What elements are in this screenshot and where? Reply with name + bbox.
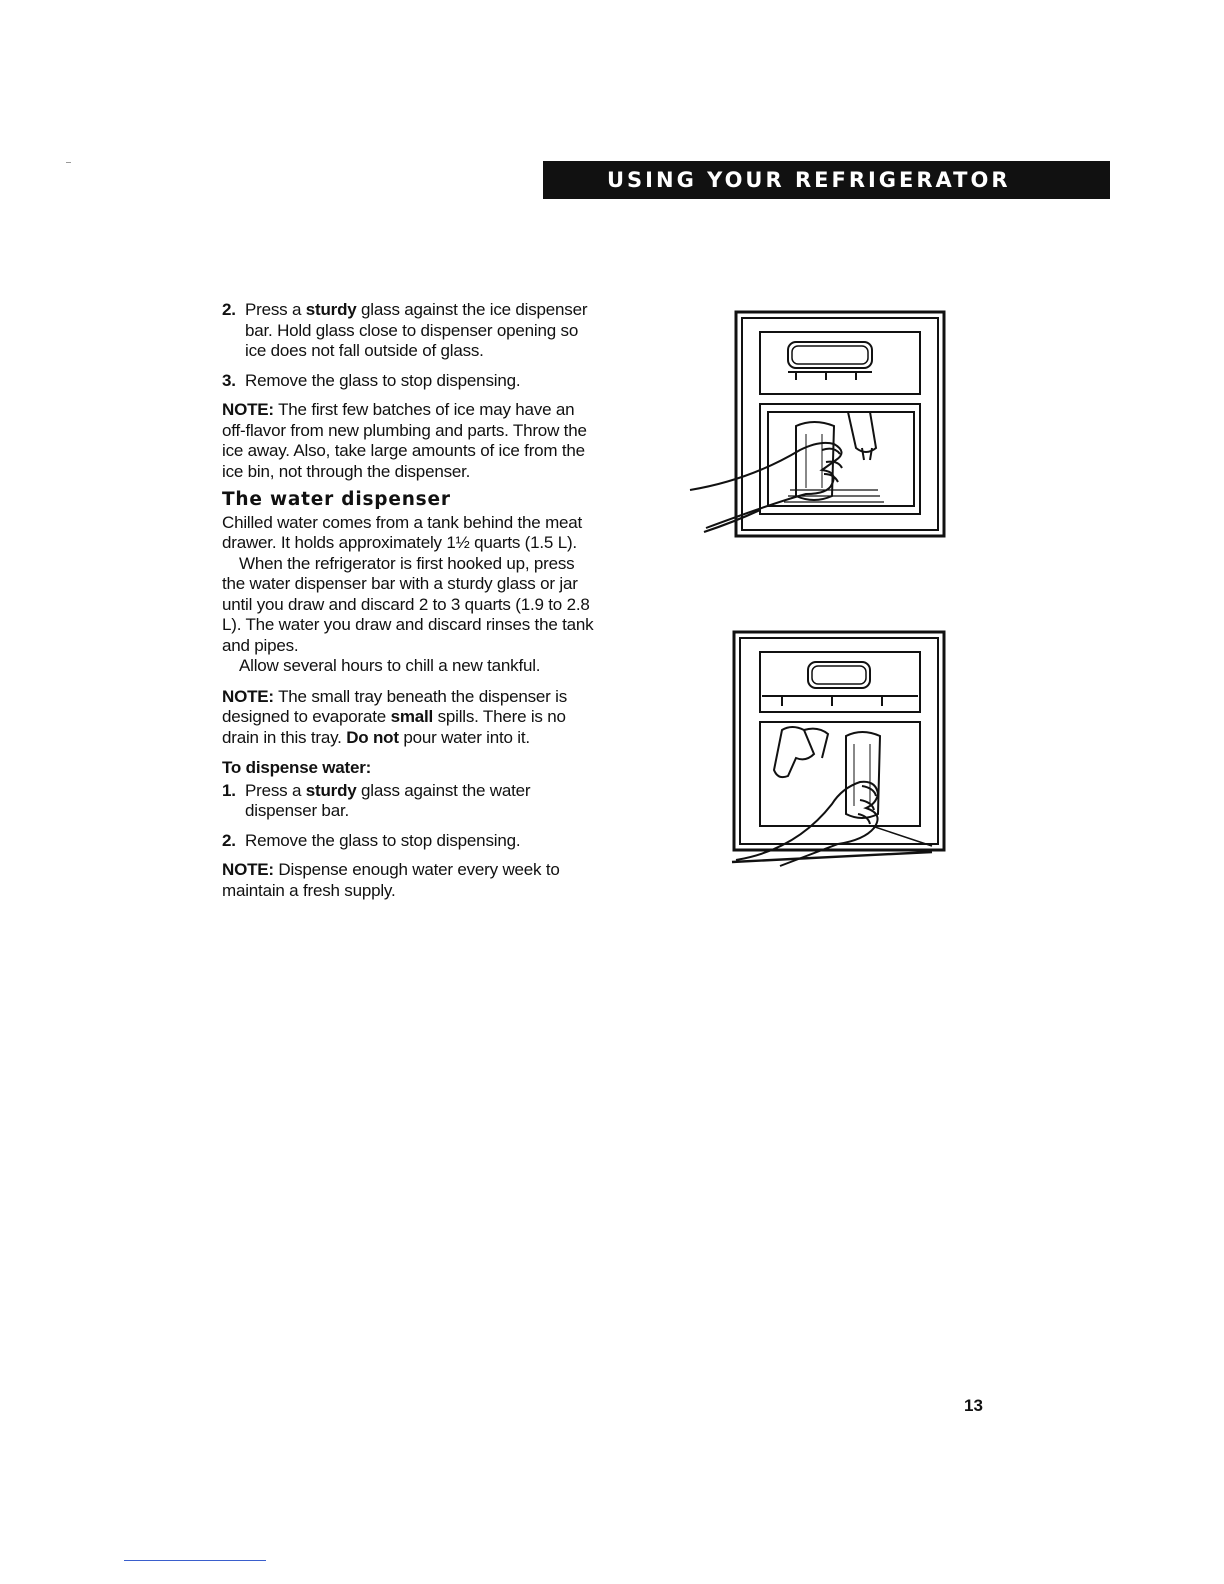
footer-rule	[124, 1560, 266, 1561]
note-tray: NOTE: The small tray beneath the dispenser is designed to evaporate small spills. There is no drain in this tray. Do not pour water into it.	[222, 686, 568, 747]
note-fresh-supply: NOTE: Dispense enough water every week to maintain a fresh supply.	[222, 860, 560, 900]
water-dispenser-illustration-icon	[722, 626, 952, 872]
water-para-3: Allow several hours to chill a new tankful.	[239, 656, 541, 675]
water-step-2: 2. Remove the glass to stop dispensing.	[222, 830, 521, 850]
water-dispenser-heading: The water dispenser	[222, 489, 451, 510]
section-header	[543, 161, 1110, 199]
water-para-1: Chilled water comes from a tank behind the meat drawer. It holds approximately 1½ quarts (1.5 L).	[222, 512, 583, 552]
ice-step-3: 3. Remove the glass to stop dispensing.	[222, 370, 521, 390]
step-number: 1.	[222, 780, 236, 800]
note-label: NOTE:	[222, 860, 274, 879]
scan-mark	[66, 162, 71, 163]
dispense-water-heading: To dispense water:	[222, 758, 372, 777]
water-para-2: When the refrigerator is first hooked up, press the water dispenser bar with a sturdy glass or jar until you draw and discard 2 to 3 quarts (1.9 to 2.8 L). The water you draw and discard rinses the tank and pipes.	[222, 553, 594, 655]
note-label: NOTE:	[222, 686, 274, 706]
ice-dispenser-illustration-icon	[676, 306, 952, 550]
emphasis: sturdy	[305, 300, 357, 319]
main-text-column	[222, 300, 594, 909]
page-number: 13	[964, 1396, 983, 1415]
step-number: 3.	[222, 370, 236, 390]
ice-step-2: 2. Press a sturdy glass against the ice dispenser bar. Hold glass close to dispenser opening so ice does not fall outside of glass.	[222, 300, 588, 360]
section-header-title: USING YOUR REFRIGERATOR	[607, 168, 1011, 192]
note-label: NOTE:	[222, 400, 274, 419]
emphasis: sturdy	[305, 780, 357, 800]
step-number: 2.	[222, 300, 236, 319]
water-step-1: 1. Press a sturdy glass against the water dispenser bar.	[222, 780, 531, 820]
step-number: 2.	[222, 830, 236, 850]
note-ice-flavor: NOTE: The first few batches of ice may have an off-flavor from new plumbing and parts. Throw the ice away. Also, take large amounts of ice from the ice bin, not through the dispenser.	[222, 400, 587, 481]
